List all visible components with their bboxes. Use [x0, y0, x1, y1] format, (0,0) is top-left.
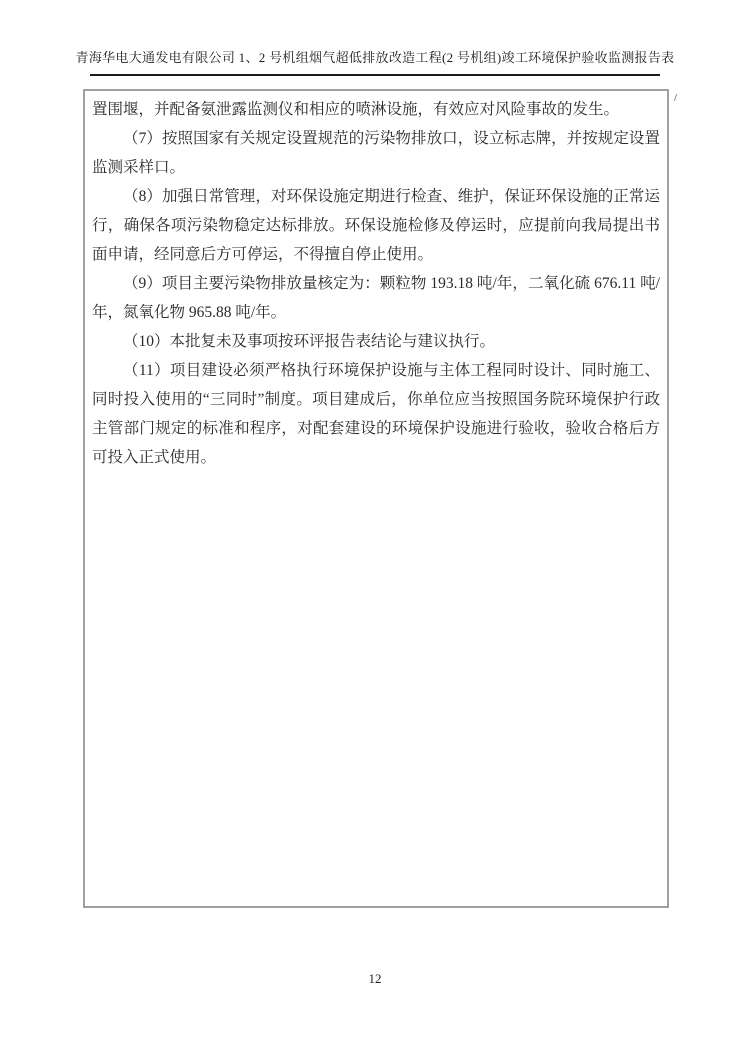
- paragraph-continuation: 置围堰，并配备氨泄露监测仪和相应的喷淋设施，有效应对风险事故的发生。: [92, 101, 620, 118]
- page-number: 12: [368, 971, 382, 986]
- approval-content-cell: [83, 89, 669, 908]
- paragraph-item-8: （8）加强日常管理，对环保设施定期进行检查、维护，保证环保设施的正常运行，确保各项污染物稳定达标排放。环保设施检修及停运时，应提前向我局提出书面申请，经同意后方可停运，不得擅自停止使用。: [92, 188, 660, 263]
- cell-end-marker: [670, 94, 677, 101]
- paragraph-item-7: （7）按照国家有关规定设置规范的污染物排放口，设立标志牌，并按规定设置监测采样口。: [92, 130, 660, 176]
- header-rule: [90, 74, 660, 76]
- paragraph-item-10: （10）本批复未及事项按环评报告表结论与建议执行。: [123, 333, 496, 350]
- paragraph-item-9: （9）项目主要污染物排放量核定为：颗粒物 193.18 吨/年，二氧化硫 676.11 吨/年，氮氧化物 965.88 吨/年。: [92, 275, 660, 321]
- paragraph-item-11: （11）项目建设必须严格执行环境保护设施与主体工程同时设计、同时施工、同时投入使用的“三同时”制度。项目建成后，你单位应当按照国务院环境保护行政主管部门规定的标准和程序，对配套建设的环境保护设施进行验收，验收合格后方可投入正式使用。: [92, 362, 660, 466]
- page-footer: [0, 971, 750, 987]
- page-title: 青海华电大通发电有限公司 1、2 号机组烟气超低排放改造工程(2 号机组)竣工环境保护验收监测报告表: [75, 50, 675, 65]
